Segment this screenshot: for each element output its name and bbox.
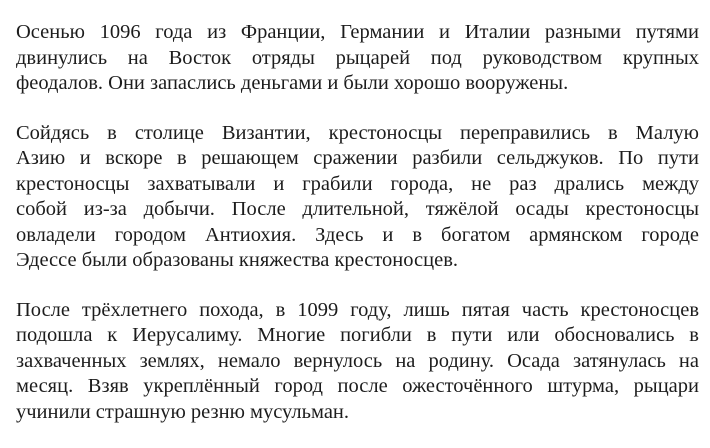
paragraph-line: Сойдясь в столице Византии, крестоносцы переправились в Малую <box>16 121 699 144</box>
paragraph-line: Осенью 1096 года из Франции, Германии и Италии разными путями <box>16 21 699 43</box>
paragraph-line: месяц. Взяв укреплённый город после ожесточённого штурма, рыцари <box>16 375 699 397</box>
paragraph-line: захваченных землях, немало вернулось на родину. Осада затянулась на <box>16 349 699 372</box>
paragraph-line: овладели городом Антиохия. Здесь и в богатом армянском городе <box>16 223 699 246</box>
paragraph-line: После трёхлетнего похода, в 1099 году, лишь пятая часть крестоносцев <box>16 298 699 321</box>
paragraph-line: учинили страшную резню мусульман. <box>16 400 350 423</box>
paragraph-line: крестоносцы захватывали и грабили города, не раз дрались между <box>16 172 699 195</box>
paragraph-line: Эдессе были образованы княжества крестоносцев. <box>16 249 459 271</box>
paragraph-line: собой из-за добычи. После длительной, тяжёлой осады крестоносцы <box>16 198 699 220</box>
paragraph-3 <box>16 298 699 426</box>
paragraph-1 <box>16 20 699 97</box>
paragraph-line: Азию и вскоре в решающем сражении разбили сельджуков. По пути <box>16 147 699 169</box>
paragraph-line: подошла к Иерусалиму. Многие погибли в пути или обосновались в <box>16 324 699 346</box>
paragraph-line: двинулись на Восток отряды рыцарей под руководством крупных <box>16 46 699 69</box>
paragraph-2 <box>16 121 699 274</box>
paragraph-line: феодалов. Они запаслись деньгами и были хорошо вооружены. <box>16 72 569 94</box>
